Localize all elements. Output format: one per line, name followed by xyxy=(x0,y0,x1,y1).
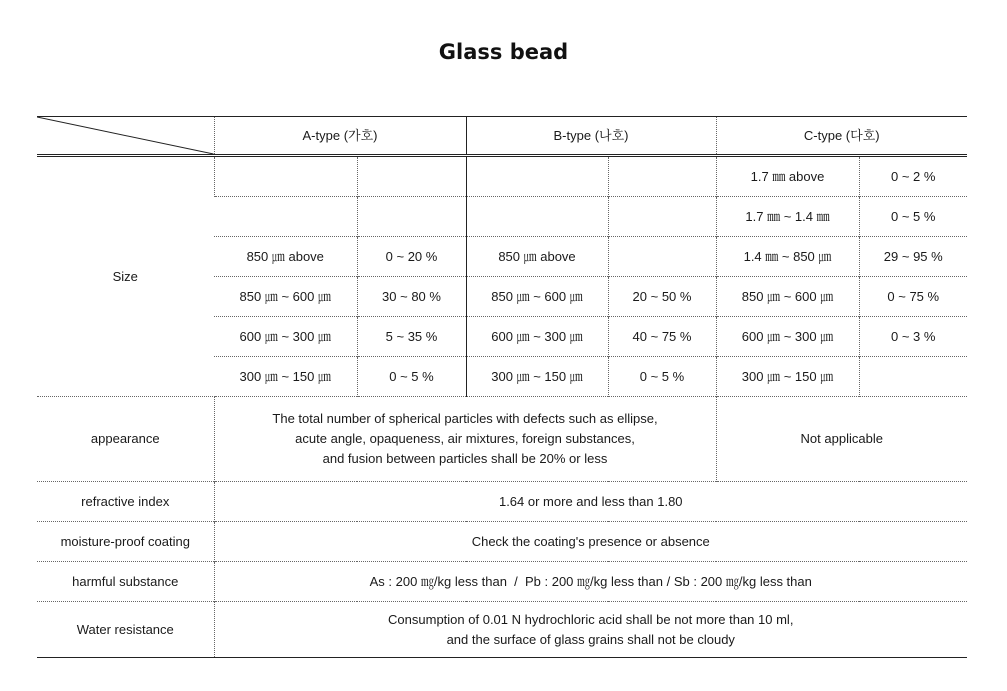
refractive-label: refractive index xyxy=(37,482,214,522)
size-cell xyxy=(357,197,466,237)
size-cell xyxy=(214,197,357,237)
header-c-type: C-type (다호) xyxy=(716,117,967,156)
size-cell: 850 ㎛ ~ 600 ㎛ xyxy=(716,277,859,317)
water-value xyxy=(214,602,967,658)
water-row xyxy=(37,602,967,658)
size-cell xyxy=(859,357,967,397)
size-cell: 600 ㎛ ~ 300 ㎛ xyxy=(214,317,357,357)
header-corner-cell xyxy=(37,117,214,156)
harmful-row xyxy=(37,562,967,602)
header-row xyxy=(37,117,967,156)
size-cell: 1.4 ㎜ ~ 850 ㎛ xyxy=(716,237,859,277)
appearance-label: appearance xyxy=(37,397,214,482)
appearance-ab-text xyxy=(214,397,716,482)
spec-table xyxy=(37,116,967,658)
harmful-label: harmful substance xyxy=(37,562,214,602)
size-cell: 30 ~ 80 % xyxy=(357,277,466,317)
moisture-label: moisture-proof coating xyxy=(37,522,214,562)
header-b-type: B-type (나호) xyxy=(466,117,716,156)
appearance-line: and fusion between particles shall be 20% or less xyxy=(322,451,608,466)
refractive-value: 1.64 or more and less than 1.80 xyxy=(214,482,967,522)
size-cell: 29 ~ 95 % xyxy=(859,237,967,277)
size-cell: 600 ㎛ ~ 300 ㎛ xyxy=(466,317,608,357)
size-cell xyxy=(466,197,608,237)
moisture-row xyxy=(37,522,967,562)
water-line: and the surface of glass grains shall not be cloudy xyxy=(446,631,735,647)
size-cell xyxy=(608,197,716,237)
size-cell: 0 ~ 3 % xyxy=(859,317,967,357)
size-cell: 0 ~ 75 % xyxy=(859,277,967,317)
harmful-value: As : 200 ㎎/kg less than / Pb : 200 ㎎/kg less than / Sb : 200 ㎎/kg less than xyxy=(214,562,967,602)
size-cell: 0 ~ 5 % xyxy=(357,357,466,397)
size-cell: 5 ~ 35 % xyxy=(357,317,466,357)
size-row xyxy=(37,156,967,197)
size-cell: 850 ㎛ ~ 600 ㎛ xyxy=(466,277,608,317)
size-cell: 850 ㎛ above xyxy=(214,237,357,277)
size-cell: 300 ㎛ ~ 150 ㎛ xyxy=(716,357,859,397)
size-cell: 0 ~ 5 % xyxy=(859,197,967,237)
size-cell: 600 ㎛ ~ 300 ㎛ xyxy=(716,317,859,357)
size-cell: 1.7 ㎜ above xyxy=(716,156,859,197)
appearance-c-text: Not applicable xyxy=(716,397,967,482)
size-cell xyxy=(466,156,608,197)
water-label: Water resistance xyxy=(37,602,214,658)
size-label: Size xyxy=(37,156,214,397)
appearance-row xyxy=(37,397,967,482)
size-cell: 0 ~ 2 % xyxy=(859,156,967,197)
diagonal-line xyxy=(37,117,214,154)
size-cell: 40 ~ 75 % xyxy=(608,317,716,357)
header-a-type: A-type (가호) xyxy=(214,117,466,156)
size-cell xyxy=(357,156,466,197)
size-cell: 20 ~ 50 % xyxy=(608,277,716,317)
size-cell: 850 ㎛ above xyxy=(466,237,608,277)
size-cell: 300 ㎛ ~ 150 ㎛ xyxy=(466,357,608,397)
water-line: Consumption of 0.01 N hydrochloric acid shall be not more than 10 ml, xyxy=(388,611,794,627)
size-cell: 300 ㎛ ~ 150 ㎛ xyxy=(214,357,357,397)
size-cell: 0 ~ 20 % xyxy=(357,237,466,277)
appearance-line: acute angle, opaqueness, air mixtures, foreign substances, xyxy=(295,431,635,446)
size-cell: 850 ㎛ ~ 600 ㎛ xyxy=(214,277,357,317)
size-cell xyxy=(608,156,716,197)
refractive-row xyxy=(37,482,967,522)
appearance-line: The total number of spherical particles with defects such as ellipse, xyxy=(272,411,658,426)
moisture-value: Check the coating's presence or absence xyxy=(214,522,967,562)
page-title: Glass bead xyxy=(438,40,569,64)
size-cell xyxy=(608,237,716,277)
size-cell: 0 ~ 5 % xyxy=(608,357,716,397)
size-cell xyxy=(214,156,357,197)
size-cell: 1.7 ㎜ ~ 1.4 ㎜ xyxy=(716,197,859,237)
